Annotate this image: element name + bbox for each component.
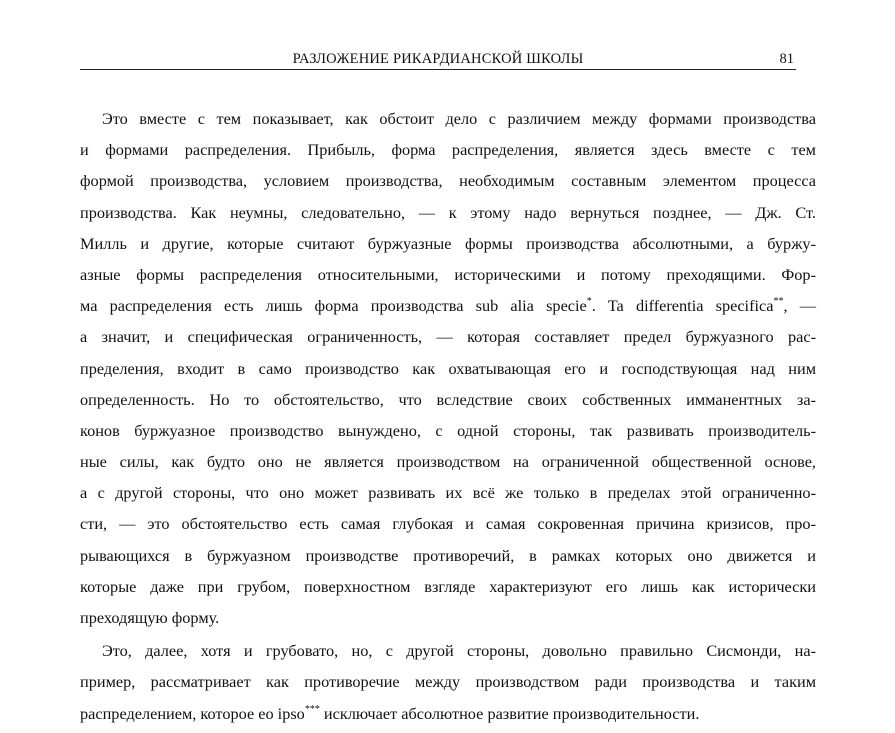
footnote-marker[interactable]: *** [304, 703, 320, 715]
footnote-marker[interactable]: ** [773, 296, 784, 308]
text-line: определенность. Но то обстоятельство, что вследствие своих собственных имманентных за- [80, 389, 816, 409]
text-line: а с другой стороны, что оно может развивать их всё же только в пределах этой ограниченно- [80, 483, 816, 503]
text-line: рывающихся в буржуазном производстве противоречий, в рамках которых оно движется и [80, 545, 816, 565]
text-line: пределения, входит в само производство как охватывающая его и господствующая над ним [80, 358, 816, 378]
text-line: сти, — это обстоятельство есть самая глубокая и самая сокровенная причина кризисов, про- [80, 514, 816, 534]
text-line: производства. Как неумны, следовательно, — к этому надо вернуться позднее, — Дж. Ст. [80, 202, 816, 222]
text-line: а значит, и специфическая ограниченность, — которая составляет предел буржуазного рас- [80, 327, 816, 347]
text-line: и формами распределения. Прибыль, форма распределения, является здесь вместе с тем [80, 140, 816, 160]
footnote-marker[interactable]: * [586, 296, 592, 308]
text-line: пример, рассматривает как противоречие между производством ради производства и таким [80, 672, 816, 692]
text-line: формой производства, условием производства, необходимым составным элементом процесса [80, 171, 816, 191]
main-text [80, 103, 816, 729]
running-header [80, 50, 796, 70]
page-number: 81 [779, 51, 794, 67]
text-line-with-footnotes [80, 698, 816, 729]
text-segment: , — [783, 296, 817, 316]
text-line: которые даже при грубом, поверхностном взгляде характеризуют его лишь как исторически [80, 576, 816, 596]
text-segment: ма распределения есть лишь форма производства sub alia specie [80, 296, 587, 316]
text-line: Это, далее, хотя и грубовато, но, с другой стороны, довольно правильно Сисмонди, на- [102, 641, 816, 661]
text-line: ные силы, как будто оно не является производством на ограниченной общественной основе, [80, 452, 816, 472]
text-line: Милль и другие, которые считают буржуазные формы производства абсолютными, а буржу- [80, 233, 816, 253]
text-segment: . Ta differentia specifica [591, 296, 774, 316]
text-segment: исключает абсолютное развитие производительности. [319, 703, 700, 723]
text-line: преходящую форму. [80, 608, 220, 627]
text-line: конов буржуазное производство вынуждено, с одной стороны, так развивать производитель- [80, 420, 816, 440]
text-segment: распределением, которое eo ipso [80, 703, 305, 723]
text-line: азные формы распределения относительными, историческими и потому преходящими. Фор- [80, 264, 816, 284]
chapter-title: РАЗЛОЖЕНИЕ РИКАРДИАНСКОЙ ШКОЛЫ [292, 51, 584, 67]
text-line: Это вместе с тем показывает, как обстоит дело с различием между формами производства [102, 109, 816, 128]
text-line-with-footnotes [80, 290, 816, 321]
